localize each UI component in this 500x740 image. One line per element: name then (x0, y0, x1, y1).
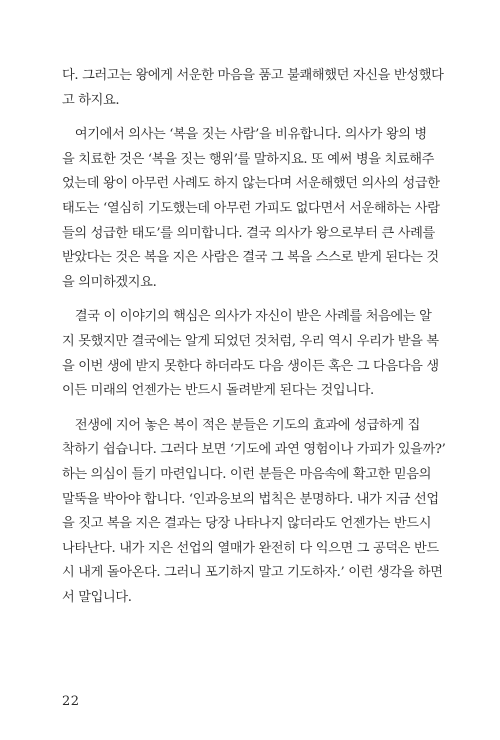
text-line: 하는 의심이 들기 마련입니다. 이런 분들은 마음속에 확고한 믿음의 (62, 466, 432, 482)
text-line: 을 치료한 것은 ‘복을 짓는 행위’를 말하지요. 또 예써 병을 치료해주 (62, 151, 435, 167)
text-line: 을 짓고 복을 지은 결과는 당장 나타나지 않더라도 언젠가는 반드시 (62, 516, 432, 532)
paragraph-2 (62, 123, 440, 295)
text-line: 말뚝을 박아야 합니다. ‘인과응보의 법칙은 분명하다. 내가 지금 선업 (62, 491, 439, 507)
text-line: 시 내게 돌아온다. 그러니 포기하지 말고 기도하자.’ 이런 생각을 하면 (62, 565, 443, 581)
paragraph-1 (62, 64, 444, 113)
text-line: 고 하지요. (62, 92, 120, 108)
text-line: 이든 미래의 언젠가는 반드시 돌려받게 된다는 것입니다. (62, 383, 374, 399)
page-number: 22 (62, 694, 80, 709)
text-line: 서 말입니다. (62, 589, 132, 605)
text-line: 었는데 왕이 아무런 사례도 하지 않는다며 서운해했던 의사의 성급한 (62, 176, 440, 192)
text-line: 전생에 지어 놓은 복이 적은 분들은 기도의 효과에 성급하게 집 (62, 417, 420, 433)
text-line: 착하기 쉽습니다. 그러다 보면 ‘기도에 과연 영험이나 가피가 있을까?’ (62, 442, 446, 458)
text-line: 결국 이 이야기의 핵심은 의사가 자신이 받은 사례를 처음에는 알 (62, 309, 432, 325)
text-line: 다. 그러고는 왕에게 서운한 마음을 품고 불쾌해했던 자신을 반성했다 (62, 68, 444, 83)
text-line: 태도는 ‘열심히 기도했는데 아무런 가피도 없다면서 서운해하는 사람 (62, 200, 440, 216)
text-line: 여기에서 의사는 ‘복을 짓는 사람’을 비유합니다. 의사가 왕의 병 (62, 127, 427, 143)
body-text (62, 64, 446, 610)
text-line: 지 못했지만 결국에는 알게 되었던 것처럼, 우리 역시 우리가 받을 복 (62, 333, 439, 349)
text-line: 을 이번 생에 받지 못한다 하더라도 다음 생이든 혹은 그 다음다음 생 (62, 358, 439, 374)
text-line: 받았다는 것은 복을 지은 사람은 결국 그 복을 스스로 받게 된다는 것 (62, 250, 439, 266)
paragraph-3 (62, 305, 439, 403)
paragraph-4 (62, 414, 446, 611)
text-line: 을 의미하겠지요. (62, 274, 157, 290)
text-line: 들의 성급한 태도’를 의미합니다. 결국 의사가 왕으로부터 큰 사례를 (62, 225, 435, 241)
text-line: 나타난다. 내가 지은 선업의 열매가 완전히 다 익으면 그 공덕은 반드 (62, 540, 439, 556)
